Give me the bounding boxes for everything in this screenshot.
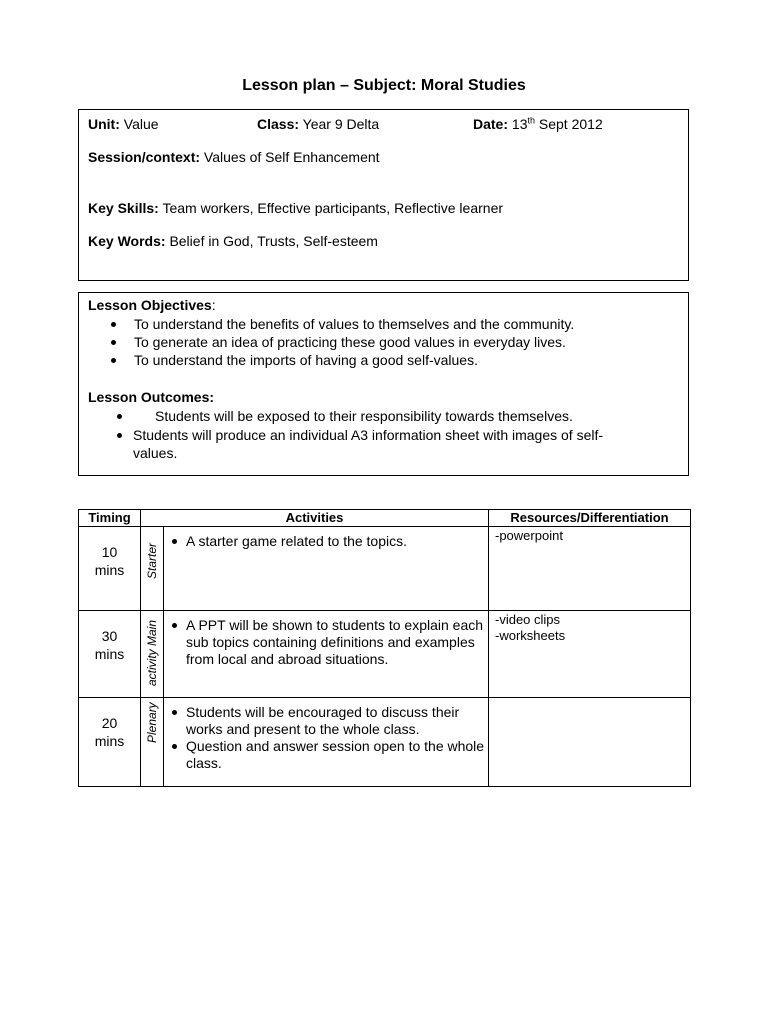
skills-field (88, 200, 503, 216)
bullet-icon (172, 539, 177, 544)
session-value: Values of Self Enhancement (203, 149, 380, 165)
stage-label: activity Main (145, 619, 159, 686)
table-header-row (79, 510, 691, 527)
bullet-icon (111, 322, 116, 327)
resource-item: -video clips (495, 612, 561, 627)
activities-cell (164, 527, 489, 611)
list-item (186, 617, 488, 668)
stage-label: Plenary (145, 702, 159, 743)
outcomes-heading (88, 389, 214, 405)
activity-text: Question and answer session open to the whole class. (186, 738, 485, 771)
outcome-text: Students will be exposed to their responsibility towards themselves. (155, 408, 573, 424)
skills-value: Team workers, Effective participants, Reflective learner (162, 200, 504, 216)
objectives-list (111, 315, 574, 369)
timing-unit: mins (94, 562, 125, 578)
list-item (186, 704, 488, 738)
objectives-colon: : (211, 297, 216, 313)
timing-cell (79, 527, 141, 611)
outcome-text: values. (133, 445, 178, 461)
bullet-icon (111, 340, 116, 345)
timing-unit: mins (94, 733, 125, 749)
activity-text: A starter game related to the topics. (186, 533, 408, 549)
skills-label: Key Skills: (88, 200, 159, 216)
bullet-icon (117, 433, 122, 438)
table-row (79, 698, 691, 787)
bullet-icon (172, 623, 177, 628)
date-rest: Sept 2012 (538, 116, 603, 132)
resources-cell (489, 611, 691, 698)
lesson-plan-table (78, 509, 691, 787)
list-item (186, 533, 488, 550)
resources-cell (489, 698, 691, 787)
timing-value: 30 (101, 628, 118, 644)
list-item (186, 738, 488, 772)
timing-value: 20 (101, 715, 118, 731)
date-label: Date: (473, 116, 509, 132)
timing-cell (79, 611, 141, 698)
outcome-text: Students will produce an individual A3 information sheet with images of self- (133, 427, 604, 443)
header-resources: Resources/Differentiation (489, 510, 691, 527)
objectives-label: Lesson Objectives (88, 297, 212, 313)
objective-text: To generate an idea of practicing these good values in everyday lives. (134, 334, 566, 350)
unit-field (88, 116, 159, 132)
class-label: Class: (257, 116, 300, 132)
timing-cell (79, 698, 141, 787)
list-item (111, 351, 574, 369)
objectives-box (78, 292, 689, 476)
table-row (79, 611, 691, 698)
class-value: Year 9 Delta (302, 116, 380, 132)
list-item (117, 426, 603, 444)
objective-text: To understand the imports of having a good self-values. (134, 352, 478, 368)
objective-text: To understand the benefits of values to themselves and the community. (134, 316, 575, 332)
bullet-icon (117, 414, 122, 419)
date-day: 13 (511, 116, 528, 132)
session-field (88, 149, 380, 165)
keywords-field (88, 233, 378, 249)
activity-text: A PPT will be shown to students to explain each sub topics containing definitions and examples from local and abroad situations. (186, 617, 484, 667)
stage-cell (141, 611, 164, 698)
timing-value: 10 (101, 544, 118, 560)
timing-unit: mins (94, 646, 125, 662)
class-field (257, 116, 379, 132)
header-activities: Activities (141, 510, 489, 527)
list-item (111, 315, 574, 333)
keywords-label: Key Words: (88, 233, 166, 249)
bullet-icon (111, 358, 116, 363)
stage-cell (141, 527, 164, 611)
objectives-heading (88, 297, 216, 313)
date-field (473, 116, 603, 132)
stage-label: Starter (145, 542, 159, 579)
date-suffix: th (527, 115, 535, 126)
table-row (79, 527, 691, 611)
keywords-value: Belief in God, Trusts, Self-esteem (169, 233, 378, 249)
outcomes-list-2 (117, 426, 603, 462)
activities-cell (164, 611, 489, 698)
outcomes-list (117, 407, 573, 425)
lesson-info-box (78, 109, 689, 281)
unit-label: Unit: (88, 116, 120, 132)
bullet-icon (172, 744, 177, 749)
stage-cell (141, 698, 164, 787)
list-item-continuation (117, 444, 603, 462)
resource-item: -worksheets (495, 628, 566, 643)
activities-cell (164, 698, 489, 787)
resources-cell (489, 527, 691, 611)
list-item (117, 407, 573, 425)
list-item (111, 333, 574, 351)
session-label: Session/context: (88, 149, 201, 165)
outcomes-label: Lesson Outcomes: (88, 389, 215, 405)
resource-item: -powerpoint (495, 528, 563, 543)
page-title: Lesson plan – Subject: Moral Studies (242, 77, 526, 94)
header-timing: Timing (79, 510, 141, 527)
bullet-icon (172, 710, 177, 715)
activity-text: Students will be encouraged to discuss their works and present to the whole class. (186, 704, 460, 737)
unit-value: Value (123, 116, 159, 132)
